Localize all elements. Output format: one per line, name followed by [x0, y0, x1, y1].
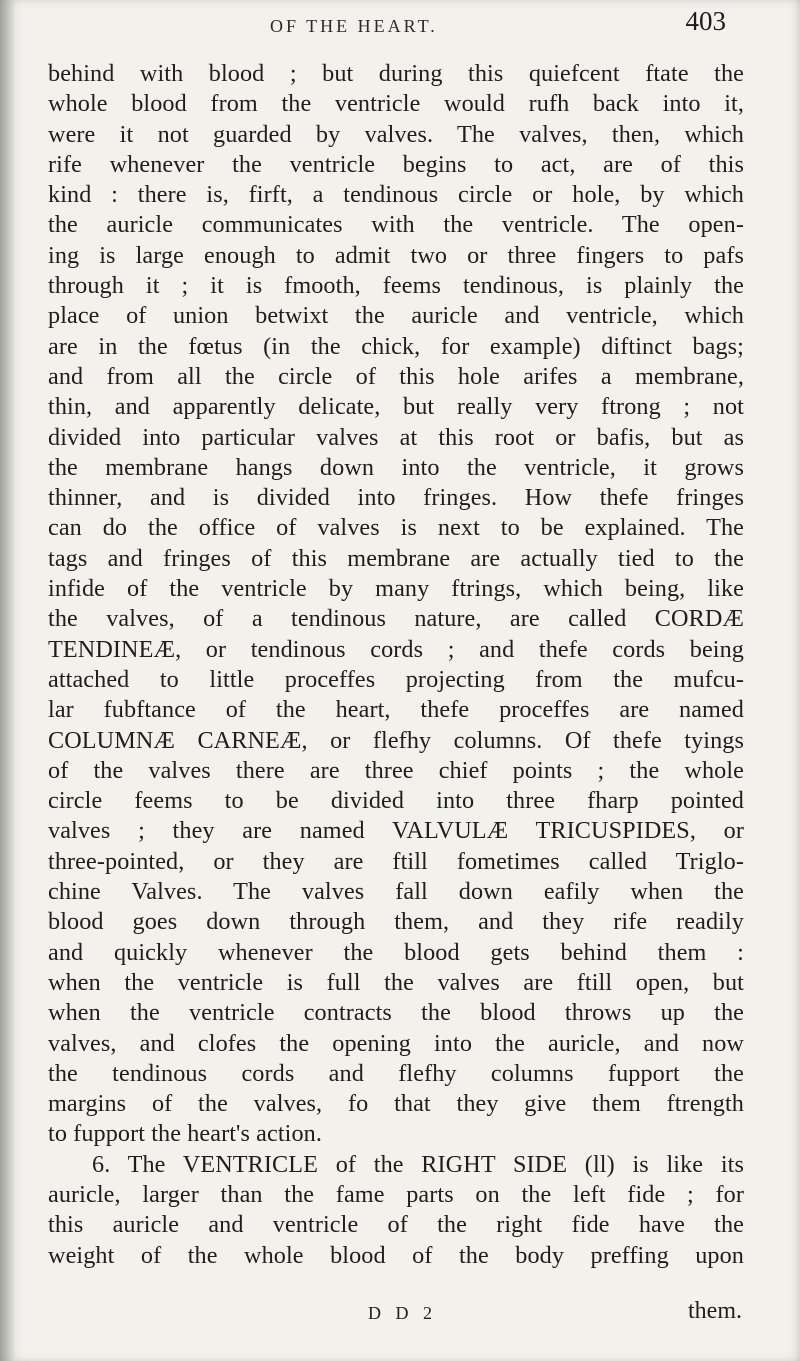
text-line: chine Valves. The valves fall down eafily when the: [48, 878, 744, 906]
text-line: when the ventricle contracts the blood throws up the: [48, 999, 744, 1027]
text-line: when the ventricle is full the valves are ftill open, but: [48, 968, 744, 996]
text-line: auricle, larger than the fame parts on the left fide ; for: [48, 1180, 744, 1208]
spine-shadow: [0, 0, 14, 1361]
text-line: were it not guarded by valves. The valves, then, which: [48, 120, 744, 148]
text-line: thinner, and is divided into fringes. How thefe fringes: [48, 484, 744, 512]
text-line: whole blood from the ventricle would rufh back into it,: [48, 90, 744, 118]
text-line: are in the fœtus (in the chick, for example) diftinct bags;: [48, 332, 744, 360]
text-line: this auricle and ventricle of the right fide have the: [48, 1211, 744, 1239]
text-line: TENDINEÆ, or tendinous cords ; and thefe cords being: [48, 635, 744, 663]
text-line: thin, and apparently delicate, but really very ftrong ; not: [48, 393, 744, 421]
text-line: ing is large enough to admit two or three fingers to pafs: [48, 241, 744, 269]
text-line: the auricle communicates with the ventricle. The open-: [48, 211, 744, 239]
text-line: valves, and clofes the opening into the auricle, and now: [48, 1029, 744, 1057]
text-line: three-pointed, or they are ftill fometimes called Triglo-: [48, 847, 744, 875]
signature-mark: D D 2: [368, 1303, 437, 1323]
text-line: weight of the whole blood of the body preffing upon: [48, 1241, 744, 1269]
text-line: valves ; they are named VALVULÆ TRICUSPIDES, or: [48, 817, 744, 845]
text-line: divided into particular valves at this root or bafis, but as: [48, 423, 744, 451]
text-line: circle feems to be divided into three fharp pointed: [48, 787, 744, 815]
running-head: OF THE HEART.: [270, 16, 438, 36]
text-line: margins of the valves, fo that they give them ftrength: [48, 1090, 744, 1118]
text-line: through it ; it is fmooth, feems tendinous, is plainly the: [48, 272, 744, 300]
text-line: and quickly whenever the blood gets behind them :: [48, 938, 744, 966]
text-line: infide of the ventricle by many ftrings, which being, like: [48, 575, 744, 603]
text-line: the valves, of a tendinous nature, are called CORDÆ: [48, 605, 744, 633]
body-text: [48, 59, 744, 1271]
text-line: the tendinous cords and flefhy columns fupport the: [48, 1059, 744, 1087]
text-line: 6. The VENTRICLE of the RIGHT SIDE (ll) is like its: [92, 1150, 744, 1178]
text-line: can do the office of valves is next to be explained. The: [48, 514, 744, 542]
text-line: of the valves there are three chief points ; the whole: [48, 756, 744, 784]
text-line: blood goes down through them, and they rife readily: [48, 908, 744, 936]
text-line: rife whenever the ventricle begins to act, are of this: [48, 150, 744, 178]
text-line: tags and fringes of this membrane are actually tied to the: [48, 544, 744, 572]
text-line: lar fubftance of the heart, thefe proceffes are named: [48, 696, 744, 724]
text-line: attached to little proceffes projecting from the mufcu-: [48, 665, 744, 693]
text-line: to fupport the heart's action.: [48, 1120, 323, 1148]
text-line: COLUMNÆ CARNEÆ, or flefhy columns. Of thefe tyings: [48, 726, 744, 754]
text-line: behind with blood ; but during this quiefcent ftate the: [48, 60, 744, 87]
text-line: the membrane hangs down into the ventricle, it grows: [48, 453, 744, 481]
page-number: 403: [685, 6, 726, 36]
text-line: kind : there is, firft, a tendinous circle or hole, by which: [48, 181, 744, 209]
text-line: place of union betwixt the auricle and ventricle, which: [48, 302, 744, 330]
catchword: them.: [688, 1298, 742, 1324]
text-line: and from all the circle of this hole arifes a membrane,: [48, 362, 744, 390]
